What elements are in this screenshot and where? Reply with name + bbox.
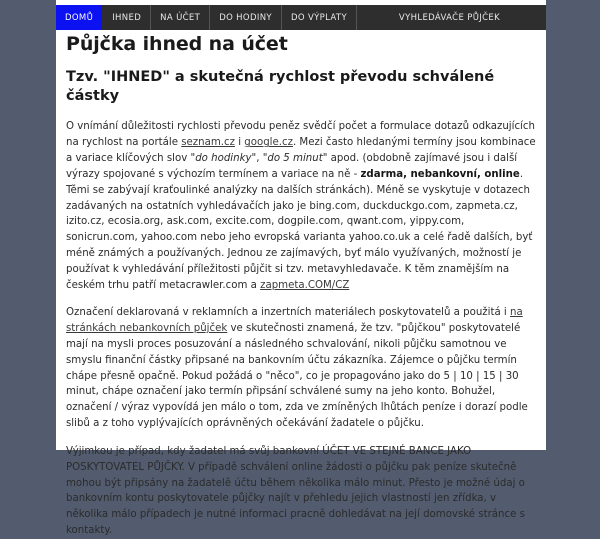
- nav-item-do-hodiny[interactable]: [210, 5, 282, 30]
- paragraph-2: [66, 305, 538, 432]
- paragraph-1: [66, 119, 538, 293]
- text-segment: apod. (obdobně zajímavé jsou i další výrazy spojované s výchozím termínem a variace na ně -: [66, 153, 518, 180]
- nav-item-label: VYHLEDÁVAČE PŮJČEK: [398, 12, 501, 23]
- emphasis-do-5-minut: "do 5 minut": [262, 153, 328, 165]
- text-segment: O vnímání důležitosti rychlosti převodu peněz svědčí počet a formulace dotazů odkazujících na rychlost na portále: [66, 121, 535, 149]
- nav-item-label: DO VÝPLATY: [290, 12, 348, 23]
- main-navigation: [56, 5, 546, 30]
- nav-item-label: DOMŮ: [65, 12, 94, 23]
- section-title: Tzv. "IHNED" a skutečná rychlost převodu schválené částky: [66, 68, 495, 104]
- text-segment: ve skutečnosti znamená, že tzv. "půjčkou" poskytovatelé mají na mysli proces posuzování a následného schvalování, nikoli půjčku samotnou ve smyslu finanční částky připsané na bankovním účtu zákazníka. Zájemce o půjčku termín chápe přesně opačně. Pokud požádá o "něco", co je propagováno jako do 5 | 10 | 15 | 30 minut, chápe označení jako termín připsání schválené sumy na jeho konto. Bohužel, označení / výraz vypovídá jen málo o tom, zda ve zmíněných lhůtách peníze i dorazí podle slibů a z toho vyplývajících oprávněných očekávání žadatele o půjčku.: [66, 323, 528, 430]
- link-seznam-cz[interactable]: seznam.cz: [181, 137, 235, 149]
- nav-item-do-vyplaty[interactable]: [282, 5, 357, 30]
- text-segment: ,: [256, 153, 263, 165]
- nav-item-label: DO HODINY: [219, 12, 272, 23]
- nav-item-na-ucet[interactable]: [151, 5, 210, 30]
- link-google-cz[interactable]: google.cz: [244, 137, 293, 149]
- strong-keywords: zdarma, nebankovní, online: [360, 168, 520, 180]
- nav-item-ihned[interactable]: [103, 5, 151, 30]
- nav-item-vyhledavace-pujcek[interactable]: [385, 5, 518, 30]
- link-zapmeta[interactable]: zapmeta.COM/CZ: [260, 279, 350, 291]
- paragraph-3: Výjimkou je případ, kdy žadatel má svůj bankovní ÚČET VE STEJNÉ BANCE JAKO POSKYTOVATEL PŮJČKY. V případě schválení online žádosti o půjčku pak peníze skutečně mohou být připsány na žadatelě účtu během několika málo minut. Přesto je možné údaj o bankovním kontu poskytovatele půjčky najít v přehledu jejich vlastností jen zřídka, v několika málo případech je nutné informaci pracně dohledávat na její domovské stránce s kontakty.: [66, 445, 525, 536]
- text-segment: . Těmi se zabývají kraťoulinké analýzky na dalších stránkách). Méně se vyskytuje v dotazech zadávaných na ostatních vyhledávačích jako je bing.com, duckduckgo.com, zapmeta.cz, izito.cz, ecosia.org, ask.com, excite.com, dogpile.com, qwant.com, yippy.com, sonicrun.com, yahoo.com nebo jeho evropská varianta yahoo.co.uk a celé řadě dalších, byť méně známých a používaných. Jednou ze zajímavých, byť málo využívaných, možností je používat k vyhledávání příležitosti půjčit si tzv. metavyhledavače. K těm znamějším na českém trhu patří metacrawler.com a: [66, 168, 533, 291]
- nav-right-group: [357, 5, 546, 30]
- text-segment: . Mezi často hledanými termíny jsou kombinace a variace klíčových slov: [66, 137, 536, 165]
- page-title: Půjčka ihned na účet: [66, 33, 288, 55]
- text-segment: Označení deklarovaná v reklamních a inzertních materiálech poskytovatelů a použitá i: [66, 307, 511, 319]
- nav-item-label: IHNED: [112, 12, 142, 23]
- link-nebankovni-pujcky[interactable]: na stránkách nebankovních půjček: [66, 307, 523, 335]
- text-segment: i: [234, 137, 245, 149]
- article: [66, 33, 538, 539]
- nav-item-label: NA ÚČET: [160, 12, 201, 23]
- emphasis-do-hodinky: "do hodinky": [190, 153, 257, 165]
- nav-item-domu[interactable]: [56, 5, 103, 30]
